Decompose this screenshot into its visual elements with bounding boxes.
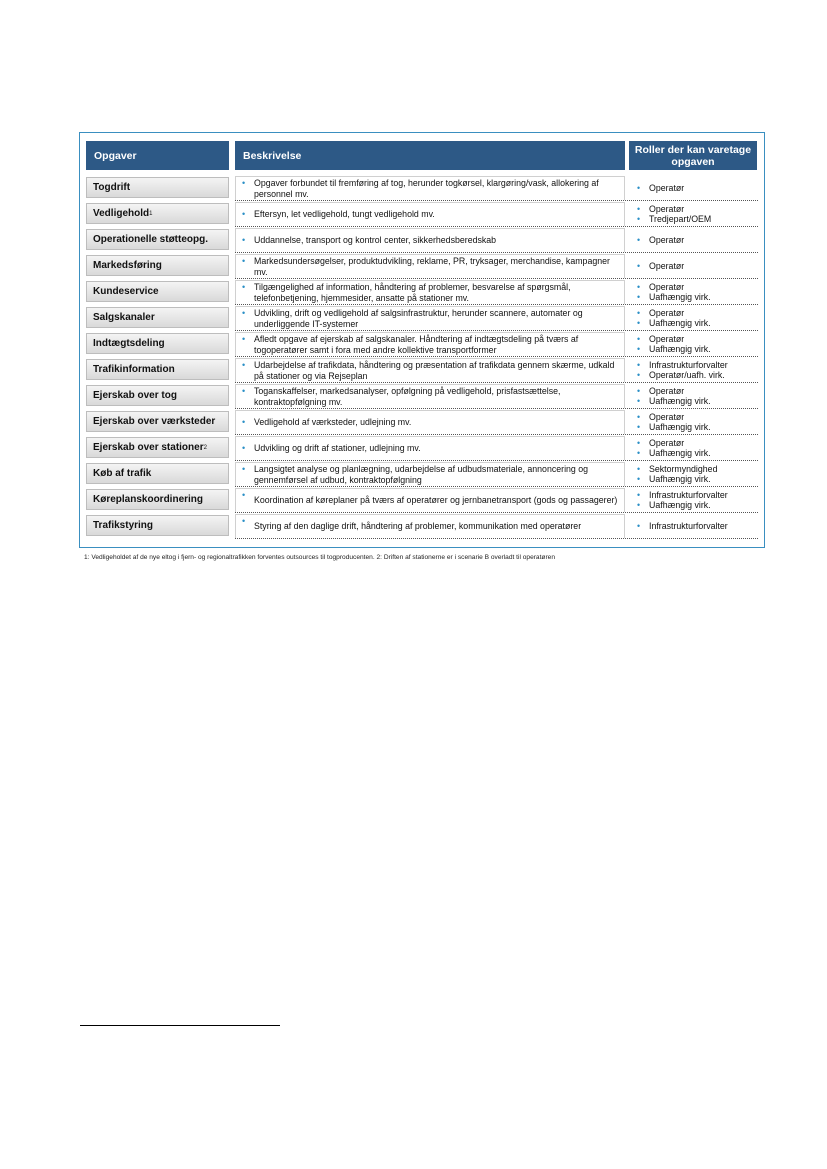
task-description [235,280,625,304]
task-text: Salgskanaler [93,312,155,323]
task-text: Ejerskab over stationer [93,442,204,453]
description-text: Udvikling, drift og vedligehold af salgsinfrastruktur, herunder scannere, automater og underliggende IT-systemer [254,308,583,329]
table-row [80,227,764,253]
role-item [637,308,757,319]
table-row [80,279,764,305]
task-label [86,255,229,276]
task-label [86,411,229,432]
task-description [235,176,625,200]
bullet-icon: • [637,474,641,484]
task-description [235,228,625,252]
role-item [637,490,757,501]
description-text: Eftersyn, let vedligehold, tungt vedligehold mv. [254,209,435,220]
role-item [637,360,757,371]
bullet-icon: • [637,520,641,531]
table-row [80,201,764,227]
task-label [86,203,229,224]
task-label [86,177,229,198]
task-description [235,514,625,538]
role-list [629,358,757,382]
bullet-icon: • [637,422,641,432]
role-text: Tredjepart/OEM [649,214,712,224]
description-text: Vedligehold af værksteder, udlejning mv. [254,417,412,428]
role-item [637,282,757,293]
description-text: Opgaver forbundet til fremføring af tog, herunder togkørsel, klargøring/vask, allokering af personnel mv. [254,178,599,199]
role-text: Uafhængig virk. [649,500,711,510]
bullet-icon: • [242,386,246,396]
role-text: Operatør [649,260,685,271]
bullet-icon: • [637,370,641,380]
role-list [629,410,757,434]
table-row [80,461,764,487]
bullet-icon: • [242,516,246,526]
role-list [629,306,757,330]
task-description [235,358,625,382]
bullet-icon: • [637,318,641,328]
bullet-icon: • [242,334,246,344]
task-description [235,410,625,434]
task-text: Trafikinformation [93,364,175,375]
task-text: Kundeservice [93,286,159,297]
table-row [80,305,764,331]
header-beskrivelse: Beskrivelse [235,141,625,170]
task-text: Ejerskab over værksteder [93,416,216,427]
role-item [637,412,757,423]
bullet-icon: • [637,333,641,344]
description-text: Styring af den daglige drift, håndtering af problemer, kommunikation med operatører [254,521,582,532]
role-item [637,344,757,355]
role-item [637,204,757,215]
role-item [637,261,757,272]
description-text: Langsigtet analyse og planlægning, udarbejdelse af udbudsmateriale, annoncering og gennemførsel af udbud, kontraktopfølgning [254,464,589,485]
role-list [629,228,757,252]
role-item [637,396,757,407]
role-text: Operatør [649,411,685,422]
footnote-marker: 2 [203,444,207,451]
table-row [80,331,764,357]
task-description [235,306,625,330]
description-text: Udarbejdelse af trafikdata, håndtering og præsentation af trafikdata gennem skærme, udkald på stationer og via Rejseplan [254,360,615,381]
bullet-icon: • [637,234,641,245]
task-description [235,436,625,460]
role-text: Uafhængig virk. [649,344,711,354]
task-text: Køreplanskoordinering [93,494,204,505]
table-row [80,409,764,435]
task-text: Togdrift [93,182,131,193]
role-item [637,474,757,485]
role-text: Sektormyndighed [649,463,718,474]
role-text: Uafhængig virk. [649,292,711,302]
table-row [80,487,764,513]
task-label [86,515,229,536]
role-text: Uafhængig virk. [649,448,711,458]
bullet-icon: • [637,385,641,396]
task-text: Køb af trafik [93,468,152,479]
description-text: Tilgængelighed af information, håndtering af problemer, besvarelse af spørgsmål, telefonbetjening, hjemmesider, ansatte på stationer mv. [254,282,571,303]
role-item [637,292,757,303]
role-item [637,183,757,194]
bullet-icon: • [637,411,641,422]
task-label [86,281,229,302]
header-roller: Roller der kan varetage opgaven [629,141,757,170]
role-text: Operatør/uafh. virk. [649,370,725,380]
task-text: Operationelle støtteopg. [93,234,209,245]
footnote-marker: 1 [149,210,153,217]
role-item [637,422,757,433]
bullet-icon: • [637,214,641,224]
bullet-icon: • [637,281,641,292]
role-text: Infrastrukturforvalter [649,520,728,531]
role-item [637,214,757,225]
bullet-icon: • [637,203,641,214]
task-description [235,384,625,408]
role-text: Infrastrukturforvalter [649,489,728,500]
role-list [629,436,757,460]
role-list [629,254,757,278]
role-text: Uafhængig virk. [649,474,711,484]
task-label [86,437,229,458]
bullet-icon: • [242,308,246,318]
bullet-icon: • [637,344,641,354]
task-label [86,359,229,380]
role-list [629,202,757,226]
bullet-icon: • [637,359,641,370]
bullet-icon: • [242,417,246,428]
task-description [235,254,625,278]
table-row [80,383,764,409]
role-list [629,332,757,356]
task-text: Ejerskab over tog [93,390,177,401]
role-list [629,514,757,538]
bullet-icon: • [637,437,641,448]
role-item [637,448,757,459]
role-item [637,318,757,329]
role-text: Operatør [649,182,685,193]
task-label [86,229,229,250]
table-footnote: 1: Vedligeholdet af de nye eltog i fjern- og regionaltrafikken forventes outsources til togproducenten. 2: Driften af stationerne er i scenarie B overladt til operatøren [84,554,555,561]
bullet-icon: • [242,490,246,500]
task-description [235,462,625,486]
bullet-icon: • [242,464,246,474]
bullet-icon: • [242,235,246,246]
task-text: Trafikstyring [93,520,154,531]
bullet-icon: • [242,178,246,188]
role-list [629,280,757,304]
role-text: Operatør [649,234,685,245]
task-text: Vedligehold [93,208,150,219]
role-list [629,462,757,486]
bullet-icon: • [637,396,641,406]
task-label [86,307,229,328]
role-text: Operatør [649,333,685,344]
table-row [80,435,764,461]
table-row [80,175,764,201]
description-text: Afledt opgave af ejerskab af salgskanaler. Håndtering af indtægtsdeling på tværs af togoperatører samt i fora med andre kollektive transportformer [254,334,579,355]
role-text: Operatør [649,281,685,292]
bullet-icon: • [242,443,246,454]
role-item [637,464,757,475]
description-text: Toganskaffelser, markedsanalyser, opfølgning på vedligehold, prisfastsættelse, kontraktopfølgning mv. [254,386,561,407]
bullet-icon: • [637,307,641,318]
bullet-icon: • [637,489,641,500]
task-description [235,332,625,356]
table-body [80,175,764,539]
task-text: Indtægtsdeling [93,338,165,349]
role-text: Infrastrukturforvalter [649,359,728,370]
role-text: Operatør [649,307,685,318]
table-row [80,513,764,539]
role-item [637,521,757,532]
role-text: Uafhængig virk. [649,422,711,432]
role-list [629,488,757,512]
description-text: Markedsundersøgelser, produktudvikling, reklame, PR, tryksager, merchandise, kampagner mv. [254,256,610,277]
role-text: Operatør [649,437,685,448]
task-label [86,333,229,354]
role-list [629,176,757,200]
role-item [637,334,757,345]
bullet-icon: • [637,292,641,302]
task-description [235,202,625,226]
task-table-figure [79,132,765,548]
role-item [637,370,757,381]
header-opgaver: Opgaver [86,141,229,170]
task-label [86,385,229,406]
role-item [637,500,757,511]
role-text: Operatør [649,203,685,214]
bullet-icon: • [637,463,641,474]
footnote-rule [80,1025,280,1026]
table-row [80,253,764,279]
bullet-icon: • [242,282,246,292]
bullet-icon: • [242,256,246,266]
bullet-icon: • [637,448,641,458]
role-text: Operatør [649,385,685,396]
role-list [629,384,757,408]
role-item [637,386,757,397]
bullet-icon: • [637,500,641,510]
bullet-icon: • [637,182,641,193]
description-text: Udvikling og drift af stationer, udlejning mv. [254,443,421,454]
bullet-icon: • [242,360,246,370]
bullet-icon: • [637,260,641,271]
task-label [86,489,229,510]
role-item [637,438,757,449]
role-text: Uafhængig virk. [649,318,711,328]
task-text: Markedsføring [93,260,162,271]
description-text: Uddannelse, transport og kontrol center, sikkerhedsberedskab [254,235,497,246]
task-label [86,463,229,484]
row-separator [235,538,758,539]
task-description [235,488,625,512]
description-text: Koordination af køreplaner på tværs af operatører og jernbanetransport (gods og passagerer) [254,495,618,506]
bullet-icon: • [242,209,246,220]
role-text: Uafhængig virk. [649,396,711,406]
role-item [637,235,757,246]
table-row [80,357,764,383]
